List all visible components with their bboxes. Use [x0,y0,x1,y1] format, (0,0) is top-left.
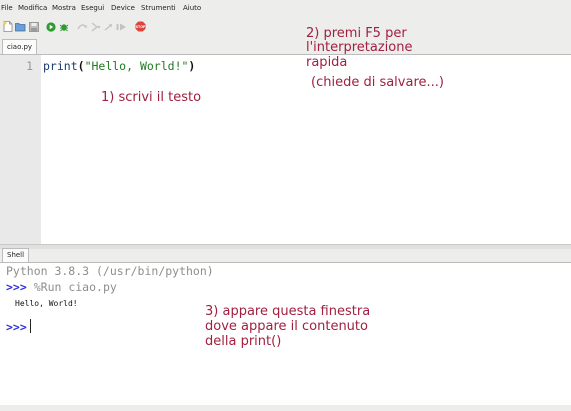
shell-prompt-active: >>> [6,320,27,334]
step-over-icon[interactable] [77,21,88,32]
shell-run-line [6,280,117,294]
menu-modifica[interactable]: Modifica [18,4,48,12]
stop-label: STOP [135,24,146,29]
menu-file[interactable]: File [1,4,13,12]
code-line[interactable] [43,59,195,73]
open-file-icon[interactable] [15,21,26,32]
code-open-paren: ( [77,59,85,73]
tab-shell[interactable]: Shell [2,248,29,263]
step-into-icon[interactable] [90,21,101,32]
toolbar [0,17,571,37]
line-number-gutter [0,55,41,245]
annotation-step-3-line-2: dove appare il contenuto [205,319,368,334]
menubar [0,0,571,17]
save-icon[interactable] [28,21,39,32]
menu-mostra[interactable]: Mostra [52,4,76,12]
tab-ciao-py[interactable]: ciao.py [2,39,37,55]
menu-device[interactable]: Device [111,4,135,12]
annotation-step-3-line-3: della print() [205,334,282,349]
annotation-step-3-line-1: 3) appare questa finestra [205,304,371,319]
code-close-paren: ) [188,59,196,73]
shell-run-command: %Run ciao.py [33,280,117,294]
shell-output: Hello, World! [15,299,78,308]
annotation-step-2-line-1: 2) premi F5 per [306,26,407,41]
code-function: print [43,59,78,73]
code-string: "Hello, World!" [84,59,189,73]
run-icon[interactable] [45,21,56,32]
resume-icon[interactable] [116,21,127,32]
text-cursor [30,319,32,333]
shell-input-line[interactable] [6,319,31,334]
menu-aiuto[interactable]: Aiuto [183,4,202,12]
line-number: 1 [26,59,33,73]
status-bar [0,405,571,411]
shell-header: Python 3.8.3 (/usr/bin/python) [6,264,214,278]
new-file-icon[interactable] [2,21,13,32]
menu-strumenti[interactable]: Strumenti [141,4,176,12]
menu-esegui[interactable]: Esegui [81,4,105,12]
code-editor[interactable] [0,54,571,244]
pane-splitter[interactable] [0,244,571,249]
annotation-step-2-line-2: l'interpretazione [306,40,413,55]
step-out-icon[interactable] [103,21,114,32]
annotation-step-1: 1) scrivi il testo [101,90,202,105]
annotation-step-2-line-4: (chiede di salvare...) [311,75,444,90]
stop-icon[interactable] [135,21,146,32]
shell-prompt: >>> [6,280,27,294]
annotation-step-2-line-3: rapida [306,55,348,70]
debug-icon[interactable] [58,21,69,32]
